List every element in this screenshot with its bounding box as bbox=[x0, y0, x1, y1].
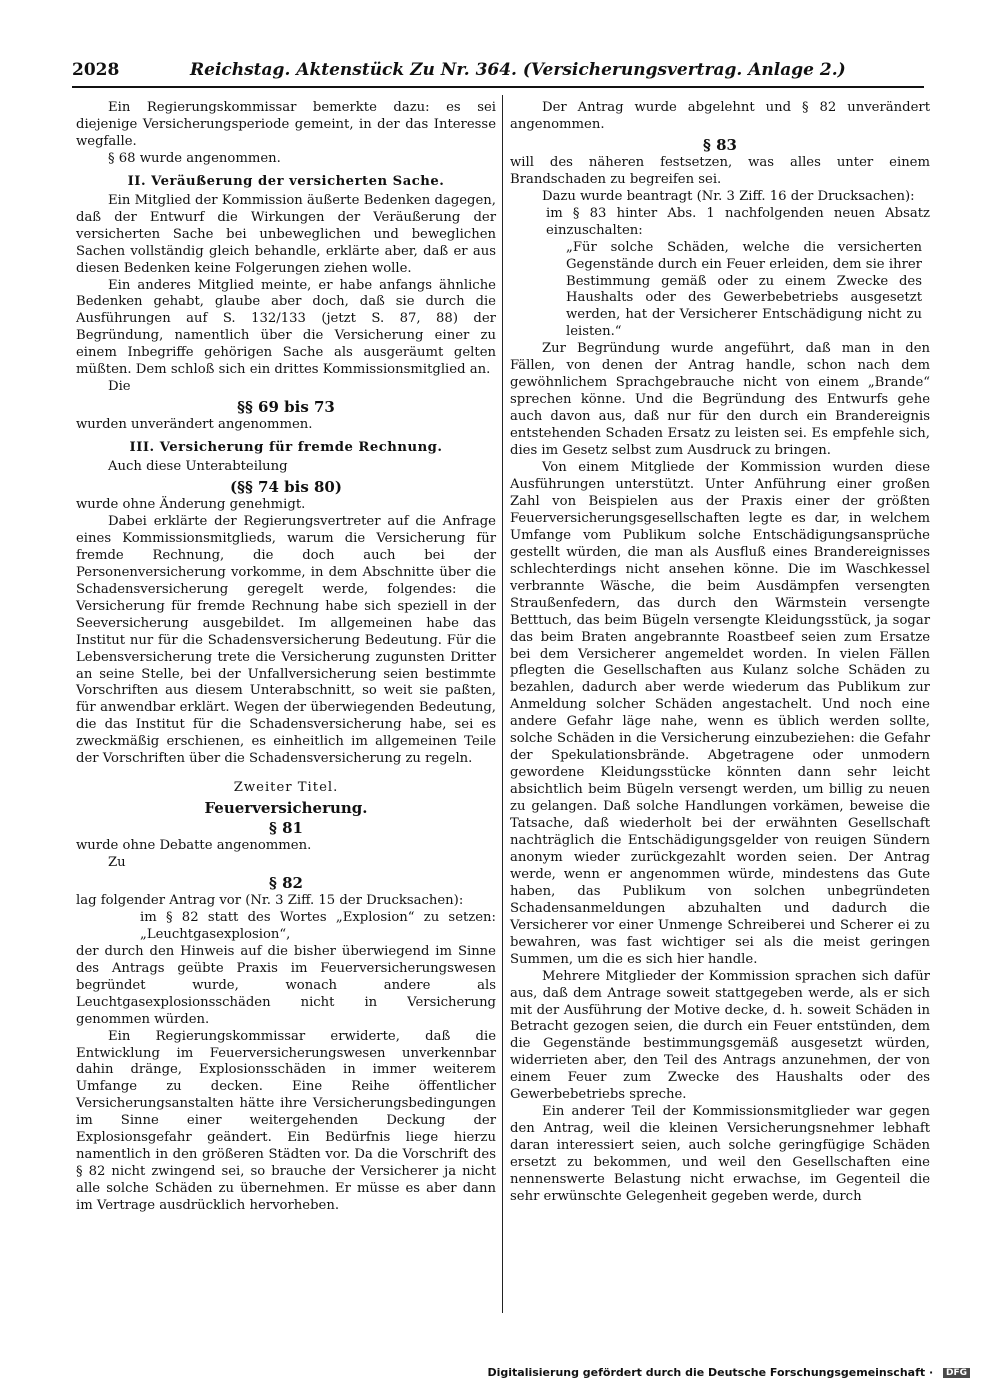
digitization-credit bbox=[487, 1366, 970, 1379]
header-rule bbox=[72, 86, 924, 88]
paragraph: der durch den Hinweis auf die bisher überwiegend im Sinne des Antrags geübte Praxis im Feuerversicherungswesen begründet wurde, wonach andere als Leuchtgasexplosionsschäden nicht in Versicherung genommen würden. bbox=[76, 943, 496, 1027]
paragraph: Mehrere Mitglieder der Kommission sprachen sich dafür aus, daß dem Antrage soweit stattgegeben werde, als er sich mit der Ausführung der Motive decke, d. h. soweit Schäden in Betracht gezogen seien, die durch ein Feuer entstünden, dem die Gegenstände bestimmungsgemäß ausgesetzt würden, widerrieten aber, den Teil des Antrags anzunehmen, der von einem Feuer zum Zwecke des Haushalts oder des Gewerbebetriebs spreche. bbox=[510, 968, 930, 1103]
left-column bbox=[76, 100, 496, 1215]
paragraph: Von einem Mitgliede der Kommission wurden diese Ausführungen unterstützt. Unter Anführung einer großen Zahl von Beispielen aus der Praxis einer der größten Feuerversicherungsgesellschaften legte es dar, in welchem Umfange vom Publikum solche Entschädigungsansprüche gestellt würden, die man als Ausfluß eines Brandereignisses schlechterdings nicht ansehen könne. Die im Waschkessel verbrannte Wäsche, die beim Ausdämpfen versengten Straußenfedern, das durch den Wärmstein versengte Betttuch, das beim Bügeln versengte Kleidungsstück, ja sogar das beim Braten angebrannte Roastbeef seien zum Ersatze bei dem Versicherer angemeldet worden. In vielen Fällen pflegten die Gesellschaften aus Kulanz solche Schäden zu bezahlen, dadurch aber werde wiederum das Publikum zur Anmeldung solcher Schäden angestachelt. Und noch eine andere Gefahr läge nahe, wenn es üblich werden sollte, solche Schäden in die Versicherung einzubeziehen: die Gefahr der Spekulationsbrände. Abgetragene oder unmodern gewordene Kleidungsstücke könnten dann sehr leicht absichtlich beim Bügeln versengt werden, um billig zu neuen zu gelangen. Daß solche Handlungen vorkämen, beweise die Tatsache, daß wiederholt bei der erwähnten Gesellschaft nachträglich die Entschädigungsgelder von reuigen Sündern anonym wieder zurückgezahlt worden seien. Der Antrag werde, wenn er angenommen würde, mindestens das Gute haben, das Publikum von solchen unbegründeten Schadensanmeldungen abzuhalten und dadurch die Versicherer vor einer Unmenge Schreiberei und Scherer ei zu bewahren, was fast wichtiger sei als die meist geringen Summen, um die es sich hier handle. bbox=[510, 460, 930, 967]
paragraph: Zur Begründung wurde angeführt, daß man in den Fällen, von denen der Antrag handle, schon nach dem gewöhnlichem Sprachgebrauche nicht von einem „Brande“ sprechen könne. Und die Begründung des Entwurfs gehe auch davon aus, daß nur für den durch ein Brandereignis entstehenden Schaden Ersatz zu leisten sei. Es empfehle sich, dies im Gesetz selbst zum Ausdruck zu bringen. bbox=[510, 341, 930, 459]
motion-text: im § 82 statt des Wortes „Explosion“ zu setzen: „Leuchtgasexplosion“, bbox=[140, 909, 496, 942]
column-divider bbox=[502, 95, 503, 1313]
paragraph: wurde ohne Änderung genehmigt. bbox=[76, 496, 306, 512]
paragraph: Ein anderes Mitglied meinte, er habe anfangs ähnliche Bedenken gehabt, glaube aber doch, daß sie durch die Ausführungen auf S. 132/133 (jetzt S. 87, 88) der Begründung, namentlich über die Versicherung einer zu einem Inbegriffe gehörigen Sache als ausgeräumt gelten müßten. Dem schloß sich ein drittes Kommissionsmitglied an. bbox=[76, 277, 496, 378]
credit-text: Digitalisierung gefördert durch die Deutsche Forschungsgemeinschaft · bbox=[487, 1366, 934, 1379]
paragraph-heading: §§ 69 bis 73 bbox=[237, 398, 335, 417]
motion-text: im § 83 hinter Abs. 1 nachfolgenden neuen Absatz einzuschalten: bbox=[546, 205, 930, 238]
section-heading: II. Veräußerung der versicherten Sache. bbox=[127, 173, 445, 189]
paragraph: wurden unverändert angenommen. bbox=[76, 417, 313, 433]
paragraph: Auch diese Unterabteilung bbox=[108, 459, 288, 475]
paragraph: Ein Regierungskommissar bemerkte dazu: es sei diejenige Versicherungsperiode gemeint, in der das Interesse wegfalle. bbox=[76, 100, 496, 149]
paragraph: Der Antrag wurde abgelehnt und § 82 unverändert angenommen. bbox=[510, 100, 930, 132]
quoted-amendment: „Für solche Schäden, welche die versicherten Gegenstände durch ein Feuer erleiden, dem sie ihrer Bestimmung gemäß oder zu einem Zwecke des Haushalts oder des Gewerbebetriebs ausgesetzt werden, hat der Versicherer Entschädigung nicht zu leisten.“ bbox=[566, 239, 922, 340]
paragraph: lag folgender Antrag vor (Nr. 3 Ziff. 15 der Drucksachen): bbox=[76, 892, 464, 908]
paragraph: Zu bbox=[108, 855, 126, 871]
paragraph: will des näheren festsetzen, was alles unter einem Brandschaden zu begreifen sei. bbox=[510, 154, 930, 187]
paragraph-heading: § 83 bbox=[703, 135, 737, 154]
paragraph: § 68 wurde angenommen. bbox=[108, 150, 281, 166]
paragraph: Ein Mitglied der Kommission äußerte Bedenken dagegen, daß der Entwurf die Wirkungen der Veräußerung der versicherten Sache bei unbeweglichen und beweglichen Sachen vollständig gleich behandle, erklärte aber, daß er aus diesen Bedenken keine Folgerungen ziehen wolle. bbox=[76, 192, 496, 276]
paragraph: Dabei erklärte der Regierungsvertreter auf die Anfrage eines Kommissionsmitglieds, warum die Versicherung für fremde Rechnung, die doch auch bei der Personenversicherung vorkomme, in dem Abschnitte über die Schadensversicherung geregelt werde, folgendes: die Versicherung für fremde Rechnung habe sich speziell in der Seeversicherung ausgebildet. Im allgemeinen habe das Institut nur für die Schadensversicherung Bedeutung. Für die Lebensversicherung trete die Versicherung zugunsten Dritter an seine Stelle, bei der Unfallversicherung seien bestimmte Vorschriften aus diesem Unterabschnitt, so weit sie paßten, für anwendbar erklärt. Wegen der überwiegenden Bedeutung, die das Institut für die Schadensversicherung habe, sei es zweckmäßig erschienen, es einheitlich im allgemeinen Teile der Vorschriften über die Schadensversicherung zu regeln. bbox=[76, 513, 496, 767]
paragraph: Die bbox=[108, 379, 131, 395]
chapter-heading: Feuerversicherung. bbox=[204, 799, 368, 818]
running-title: Reichstag. Aktenstück Zu Nr. 364. (Versicherungsvertrag. Anlage 2.) bbox=[190, 60, 846, 80]
paragraph: Ein Regierungskommissar erwiderte, daß die Entwicklung im Feuerversicherungswesen unverkennbar dahin dränge, Explosionsschäden in immer weiterem Umfange zu decken. Eine Reihe öffentlicher Versicherungsanstalten hätte ihre Versicherungsbedingungen im Sinne einer weitergehenden Deckung der Explosionsgefahr geändert. Ein Bedürfnis liege hierzu namentlich in den größeren Städten vor. Da die Vorschrift des § 82 nicht zwingend sei, so brauche der Versicherer ja nicht alle solche Schäden zu übernehmen. Er müsse es aber dann im Vertrage ausdrücklich hervorheben. bbox=[76, 1028, 496, 1214]
paragraph: Dazu wurde beantragt (Nr. 3 Ziff. 16 der Drucksachen): bbox=[542, 188, 915, 204]
page-header bbox=[72, 58, 922, 86]
paragraph-heading: (§§ 74 bis 80) bbox=[230, 478, 342, 497]
section-heading: III. Versicherung für fremde Rechnung. bbox=[129, 440, 443, 456]
paragraph-heading: § 82 bbox=[269, 873, 303, 892]
paragraph: Ein anderer Teil der Kommissionsmitglieder war gegen den Antrag, weil die kleinen Versicherungsnehmer lebhaft daran interessiert seien, auch solche geringfügige Schäden ersetzt zu bekommen, und weil den Gesellschaften eine nennenswerte Belastung nicht erwachse, im Gegenteil die sehr erwünschte Gelegenheit gegeben werde, durch bbox=[510, 1104, 930, 1204]
dfg-logo: DFG bbox=[943, 1368, 970, 1378]
title-heading: Zweiter Titel. bbox=[233, 780, 339, 796]
right-column bbox=[510, 100, 930, 1206]
paragraph: wurde ohne Debatte angenommen. bbox=[76, 838, 312, 854]
page-number: 2028 bbox=[72, 60, 120, 80]
paragraph-heading: § 81 bbox=[269, 819, 303, 838]
